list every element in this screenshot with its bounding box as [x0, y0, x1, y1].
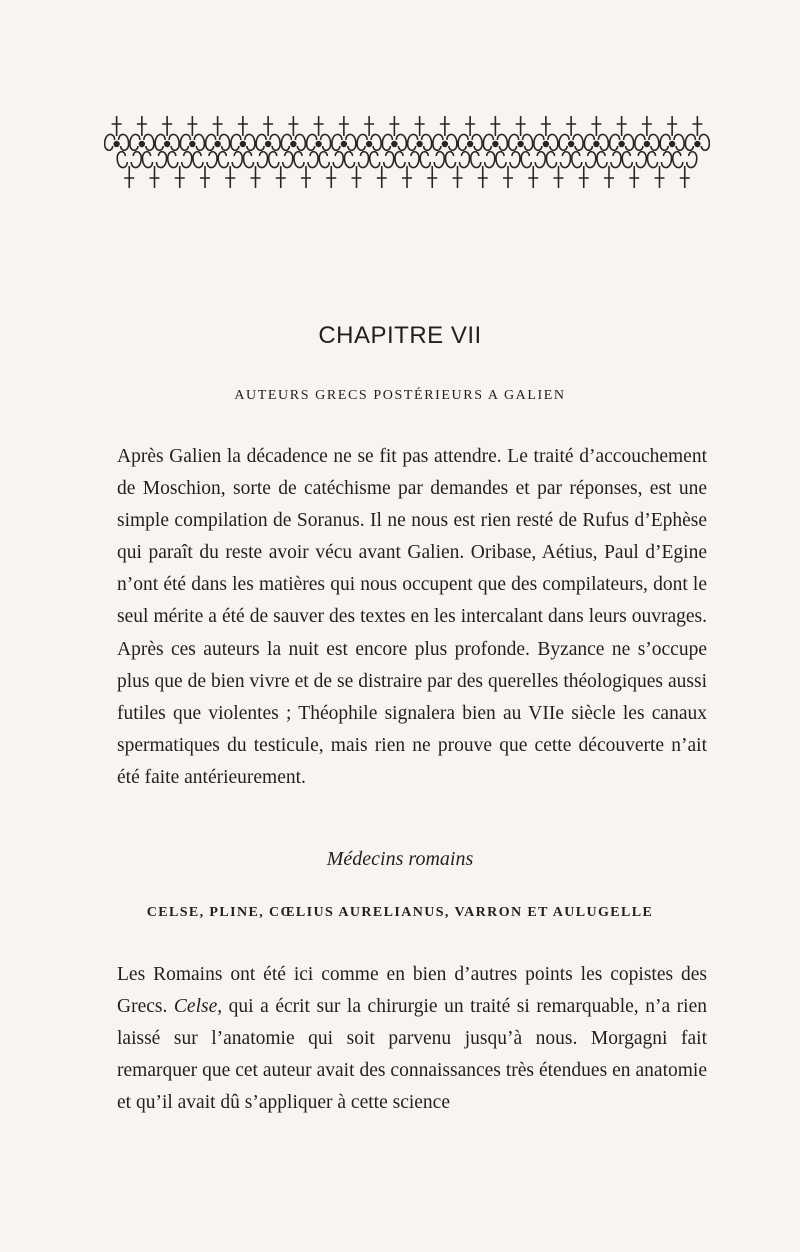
section-subtitle: CELSE, PLINE, CŒLIUS AURELIANUS, VARRON ET AULUGELLE: [146, 905, 654, 920]
section-title: Médecins romains: [326, 848, 474, 870]
paragraph-text-continued: qui a écrit sur la chirurgie un traité si remarquable, n’a rien laissé sur l’anatomie qui soit parvenu jusqu’à nous. Morgagni fait remarquer que cet auteur avait des connaissances très étendues en anatomie et qu’il avait dû s’appliquer à cette science: [117, 996, 707, 1114]
body-paragraph-section: [117, 959, 707, 1119]
fleuron-border-icon: [104, 114, 710, 192]
fleuron-motif: [685, 116, 709, 150]
body-paragraph: Après Galien la décadence ne se fit pas attendre. Le traité d’accouchement de Moschion, sorte de catéchisme par demandes et par réponses, est une simple compilation de Soranus. Il ne nous est rien resté de Rufus d’Ephèse qui paraît du reste avoir vécu avant Galien. Oribase, Aétius, Paul d’Egine n’ont été dans les matières qui nous occupent que des compilateurs, dont le seul mérite a été de sauver des textes en les intercalant dans leurs ouvrages. Après ces auteurs la nuit est encore plus profonde. Byzance ne s’occupe plus que de bien vivre et de se distraire par des querelles théologiques aussi futiles que violentes ; Théophile signalera bien au VIIe siècle les canaux spermatiques du testicule, mais rien ne prouve que cette découverte n’ait été faite antérieurement.: [117, 446, 707, 788]
ornamental-header-band: [104, 114, 710, 192]
chapter-title: CHAPITRE VII: [318, 322, 482, 349]
chapter-subtitle: AUTEURS GRECS POSTÉRIEURS A GALIEN: [234, 388, 566, 403]
paragraph-text: Les Romains ont été ici comme en bien d’autres points les copistes des Grecs.: [117, 964, 707, 1018]
author-name-italic: Celse,: [173, 996, 223, 1018]
fleuron-motif: [105, 116, 142, 188]
